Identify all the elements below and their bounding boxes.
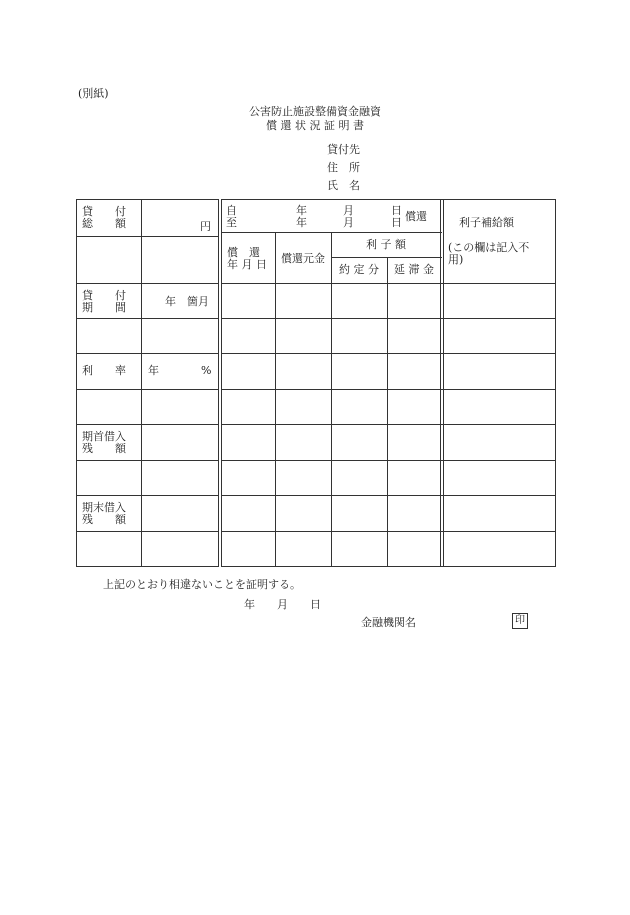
interest-amount-label: 利 子 額 (366, 238, 406, 251)
principal-label: 償還元金 (281, 252, 325, 265)
repayment-date-label-1: 償 還 (227, 246, 260, 259)
from-day: 日 (391, 204, 402, 217)
overdue-label: 延 滞 金 (394, 263, 434, 276)
subsidy-note-2: 用) (448, 253, 464, 266)
loan-total-label-1: 貸 付 (82, 205, 126, 218)
start-balance-label-2: 残 額 (82, 442, 126, 455)
period-from: 自 (226, 204, 237, 217)
certify-text: 上記のとおり相違ないことを証明する。 (103, 578, 301, 591)
name-label: 氏 名 (327, 179, 360, 192)
institution-label: 金融機関名 (361, 616, 416, 629)
loan-period-label-2: 期 間 (82, 301, 126, 314)
seal-mark: 印 (512, 613, 528, 629)
interest-rate-label: 利 率 (82, 364, 126, 377)
date-line: 年 月 日 (244, 598, 321, 611)
rate-percent: % (201, 364, 212, 377)
address-label: 住 所 (327, 161, 360, 174)
repayment-label: 償還 (405, 210, 427, 223)
subsidy-note-1: (この欄は記入不 (448, 241, 530, 254)
title-line-2: 償 還 状 況 証 明 書 (266, 119, 364, 132)
contract-label: 約 定 分 (339, 263, 379, 276)
loan-period-label-1: 貸 付 (82, 289, 126, 302)
to-day: 日 (391, 216, 402, 229)
from-month: 月 (343, 204, 354, 217)
loan-total-label-2: 総 額 (82, 217, 126, 230)
repayment-date-label-2: 年 月 日 (227, 258, 267, 271)
title-line-1: 公害防止施設整備資金融資 (249, 105, 381, 118)
loan-period-value: 年 箇月 (165, 295, 209, 308)
subsidy-header: 利子補給額 (459, 216, 514, 229)
rate-year: 年 (148, 364, 159, 377)
to-month: 月 (343, 216, 354, 229)
from-year: 年 (296, 204, 307, 217)
end-balance-label-1: 期末借入 (82, 501, 126, 514)
lender-label: 貸付先 (327, 143, 360, 156)
start-balance-label-1: 期首借入 (82, 430, 126, 443)
period-to: 至 (226, 216, 237, 229)
yen-unit: 円 (200, 220, 211, 233)
to-year: 年 (296, 216, 307, 229)
end-balance-label-2: 残 額 (82, 513, 126, 526)
attachment-label: (別紙) (78, 87, 109, 100)
